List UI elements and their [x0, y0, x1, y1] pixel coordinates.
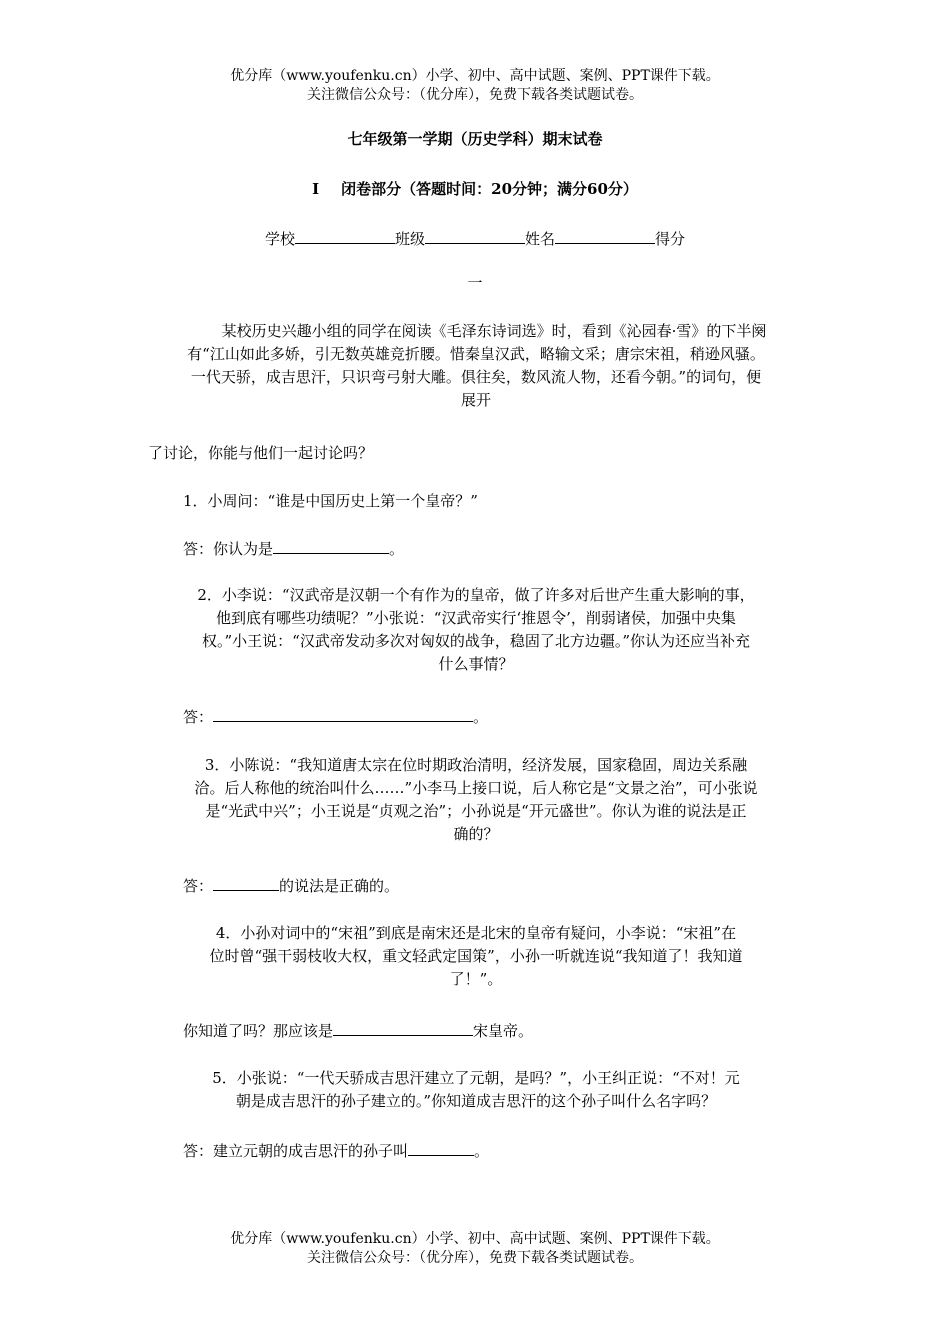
question-5-line: 5．小张说：“一代天骄成吉思汗建立了元朝，是吗？”，小王纠正说：“不对！元	[212, 1069, 740, 1087]
section-heading	[0, 178, 950, 199]
page-header	[0, 67, 950, 105]
intro-paragraph	[148, 320, 804, 412]
answer-3-suffix: 的说法是正确的。	[279, 877, 400, 895]
question-1: 1．小周问：“谁是中国历史上第一个皇帝？”	[183, 492, 478, 510]
answer-3-blank[interactable]	[213, 876, 279, 891]
name-blank[interactable]	[555, 229, 655, 244]
answer-4	[183, 1020, 533, 1041]
question-2-line: 什么事情？	[438, 655, 514, 673]
question-5	[148, 1067, 804, 1113]
answer-1	[183, 538, 404, 559]
student-info-row	[0, 228, 950, 249]
section-roman-numeral: Ⅰ	[312, 180, 320, 198]
answer-2-prefix: 答：	[183, 708, 214, 726]
answer-4-prefix: 你知道了吗？那应该是	[183, 1022, 334, 1040]
intro-line: 展开	[460, 391, 491, 409]
header-line-2: 关注微信公众号：（优分库），免费下载各类试题试卷。	[307, 87, 643, 103]
intro-continuation: 了讨论，你能与他们一起讨论吗？	[148, 444, 374, 462]
intro-line: 一代天骄，成吉思汗，只识弯弓射大雕。俱往矣，数风流人物，还看今朝。”的词句，便	[190, 368, 762, 386]
question-4-line: 4．小孙对词中的“宋祖”到底是南宋还是北宋的皇帝有疑问，小李说：“宋祖”在	[215, 924, 737, 942]
page-footer	[0, 1230, 950, 1268]
answer-5	[183, 1140, 489, 1161]
header-line-1: 优分库（www.youfenku.cn）小学、初中、高中试题、案例、PPT课件下载。	[230, 68, 720, 84]
section-text: 闭卷部分（答题时间：20分钟；满分60分）	[341, 180, 638, 198]
question-5-line: 朝是成吉思汗的孙子建立的。”你知道成吉思汗的这个孙子叫什么名字吗？	[235, 1092, 717, 1110]
name-label: 姓名	[525, 230, 556, 248]
question-4	[148, 922, 804, 991]
question-3-line: 洽。后人称他的统治叫什么……”小李马上接口说，后人称它是“文景之治”，可小张说	[194, 779, 758, 797]
question-2-line: 2．小李说：“汉武帝是汉朝一个有作为的皇帝，做了许多对后世产生重大影响的事，	[197, 586, 755, 604]
question-4-line: 位时曾“强干弱枝收大权，重文轻武定国策”，小孙一听就连说“我知道了！我知道	[209, 947, 743, 965]
footer-line-2: 关注微信公众号：（优分库），免费下载各类试题试卷。	[307, 1250, 643, 1266]
answer-2	[183, 706, 488, 727]
exam-title: 七年级第一学期（历史学科）期末试卷	[347, 130, 603, 148]
answer-4-suffix: 宋皇帝。	[473, 1022, 534, 1040]
school-blank[interactable]	[295, 229, 395, 244]
answer-1-suffix: 。	[389, 540, 405, 558]
question-3-line: 3．小陈说：“我知道唐太宗在位时期政治清明，经济发展，国家稳固，周边关系融	[204, 756, 748, 774]
answer-2-blank[interactable]	[213, 707, 473, 722]
question-3-line: 是“光武中兴”；小王说是“贞观之治”；小孙说是“开元盛世”。你认为谁的说法是正	[205, 802, 747, 820]
question-2-line: 他到底有哪些功绩呢？”小张说：“汉武帝实行‘推恩令’，削弱诸侯，加强中央集	[216, 609, 736, 627]
question-2	[148, 584, 804, 676]
answer-5-prefix: 答：建立元朝的成吉思汗的孙子叫	[183, 1142, 409, 1160]
answer-5-suffix: 。	[474, 1142, 490, 1160]
answer-4-blank[interactable]	[333, 1021, 473, 1036]
answer-3	[183, 875, 399, 896]
answer-1-blank[interactable]	[273, 539, 389, 554]
score-label: 得分	[655, 230, 686, 248]
part-number: 一	[467, 274, 483, 292]
intro-line: 有“江山如此多娇，引无数英雄竞折腰。惜秦皇汉武，略输文采；唐宗宋祖，稍逊风骚。	[187, 345, 765, 363]
answer-3-prefix: 答：	[183, 877, 214, 895]
class-blank[interactable]	[425, 229, 525, 244]
answer-5-blank[interactable]	[408, 1141, 474, 1156]
class-label: 班级	[394, 230, 425, 248]
question-4-line: 了！”。	[449, 970, 503, 988]
question-2-line: 权。”小王说：“汉武帝发动多次对匈奴的战争，稳固了北方边疆。”你认为还应当补充	[201, 632, 750, 650]
answer-1-prefix: 答：你认为是	[183, 540, 274, 558]
question-3-line: 确的？	[453, 825, 499, 843]
intro-line: 某校历史兴趣小组的同学在阅读《毛泽东诗词选》时，看到《沁园春·雪》的下半阕	[221, 322, 767, 340]
footer-line-1: 优分库（www.youfenku.cn）小学、初中、高中试题、案例、PPT课件下载。	[230, 1231, 720, 1247]
question-3	[148, 754, 804, 846]
school-label: 学校	[264, 230, 295, 248]
answer-2-suffix: 。	[473, 708, 489, 726]
